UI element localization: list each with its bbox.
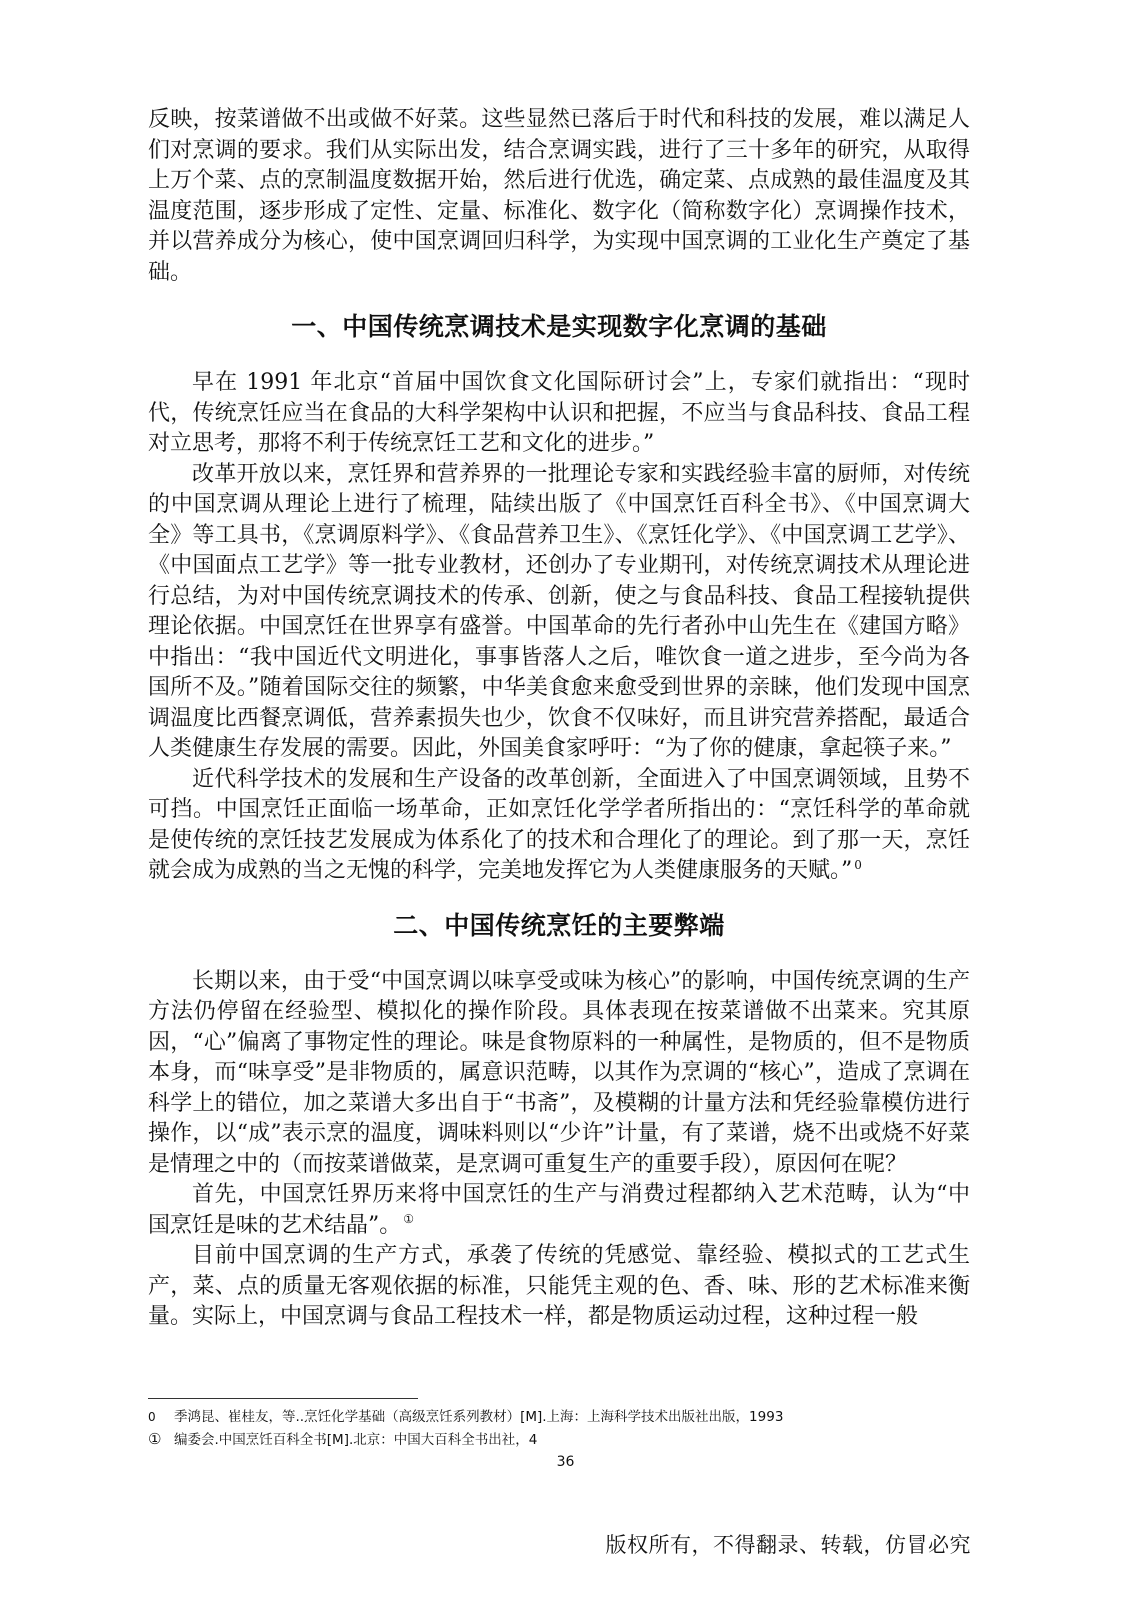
footnote-item: [148, 1428, 970, 1451]
page-number: 36: [556, 1454, 575, 1470]
footnote-item: [148, 1406, 970, 1428]
copyright-notice: 版权所有，不得翻录、转载，仿冒必究: [605, 1533, 971, 1557]
section2-paragraph-2-text: 首先，中国烹饪界历来将中国烹饪的生产与消费过程都纳入艺术范畴，认为“中国烹饪是味的艺术结晶”。: [148, 1182, 970, 1238]
footnotes: [148, 1406, 970, 1451]
footnote-mark: 0: [148, 1410, 156, 1424]
section-heading-1: 一、中国传统烹调技术是实现数字化烹调的基础: [291, 312, 827, 341]
section1-paragraph-3-text: 近代科学技术的发展和生产设备的改革创新，全面进入了中国烹调领域，且势不可挡。中国烹饪正面临一场革命，正如烹饪化学学者所指出的：“烹饪科学的革命就是使传统的烹饪技艺发展成为体系化了的技术和合理化了的理论。到了那一天，烹饪就会成为成熟的当之无愧的科学，完美地发挥它为人类健康服务的天赋。”: [148, 766, 970, 883]
footnote-divider: [148, 1398, 418, 1399]
footnote-ref-0[interactable]: 0: [854, 857, 862, 872]
body-text: [148, 105, 970, 1333]
section2-paragraph-2: [148, 1180, 970, 1241]
section-heading-2: 二、中国传统烹饪的主要弊端: [393, 910, 725, 940]
section1-paragraph-3: [148, 765, 970, 887]
footnote-text: 编委会.中国烹饪百科全书[M].北京：中国大百科全书出社，4: [174, 1432, 538, 1448]
section2-paragraph-1: 长期以来，由于受“中国烹调以味享受或味为核心”的影响，中国传统烹调的生产方法仍停留在经验型、模拟化的操作阶段。具体表现在按菜谱做不出菜来。究其原因，“心”偏离了事物定性的理论。味是食物原料的一种属性，是物质的，但不是物质本身，而“味享受”是非物质的，属意识范畴，以其作为烹调的“核心”，造成了烹调在科学上的错位，加之菜谱大多出自于“书斋”，及模糊的计量方法和凭经验靠模仿进行操作，以“成”表示烹的温度，调味料则以“少许”计量，有了菜谱，烧不出或烧不好菜是情理之中的（而按菜谱做菜，是烹调可重复生产的重要手段），原因何在呢？: [148, 968, 970, 1177]
footnote-mark: ①: [148, 1430, 162, 1448]
section2-paragraph-3: 目前中国烹调的生产方式，承袭了传统的凭感觉、靠经验、模拟式的工艺式生产，菜、点的质量无客观依据的标准，只能凭主观的色、香、味、形的艺术标准来衡量。实际上，中国烹调与食品工程技术一样，都是物质运动过程，这种过程一般: [148, 1243, 970, 1329]
footnote-ref-1[interactable]: ①: [403, 1212, 415, 1227]
intro-paragraph: 反映，按菜谱做不出或做不好菜。这些显然已落后于时代和科技的发展，难以满足人们对烹调的要求。我们从实际出发，结合烹调实践，进行了三十多年的研究，从取得上万个菜、点的烹制温度数据开始，然后进行优选，确定菜、点成熟的最佳温度及其温度范围，逐步形成了定性、定量、标准化、数字化（简称数字化）烹调操作技术，并以营养成分为核心，使中国烹调回归科学，为实现中国烹调的工业化生产奠定了基础。: [148, 107, 970, 285]
section1-paragraph-1: 早在 1991 年北京“首届中国饮食文化国际研讨会”上，专家们就指出：“现时代，传统烹饪应当在食品的大科学架构中认识和把握，不应当与食品科技、食品工程对立思考，那将不利于传统烹饪工艺和文化的进步。”: [148, 370, 970, 456]
footnote-text: 季鸿昆、崔桂友，等..烹饪化学基础（高级烹饪系列教材）[M].上海：上海科学技术出版社出版，1993: [174, 1409, 784, 1425]
section1-paragraph-2: 改革开放以来，烹饪界和营养界的一批理论专家和实践经验丰富的厨师，对传统的中国烹调从理论上进行了梳理，陆续出版了《中国烹饪百科全书》、《中国烹调大全》等工具书，《烹调原料学》、《食品营养卫生》、《烹饪化学》、《中国烹调工艺学》、《中国面点工艺学》等一批专业教材，还创办了专业期刊，对传统烹调技术从理论进行总结，为对中国传统烹调技术的传承、创新，使之与食品科技、食品工程接轨提供理论依据。中国烹饪在世界享有盛誉。中国革命的先行者孙中山先生在《建国方略》中指出：“我中国近代文明进化，事事皆落人之后，唯饮食一道之进步，至今尚为各国所不及。”随着国际交往的频繁，中华美食愈来愈受到世界的亲睐，他们发现中国烹调温度比西餐烹调低，营养素损失也少，饮食不仅味好，而且讲究营养搭配，最适合人类健康生存发展的需要。因此，外国美食家呼吁：“为了你的健康，拿起筷子来。”: [148, 461, 970, 761]
